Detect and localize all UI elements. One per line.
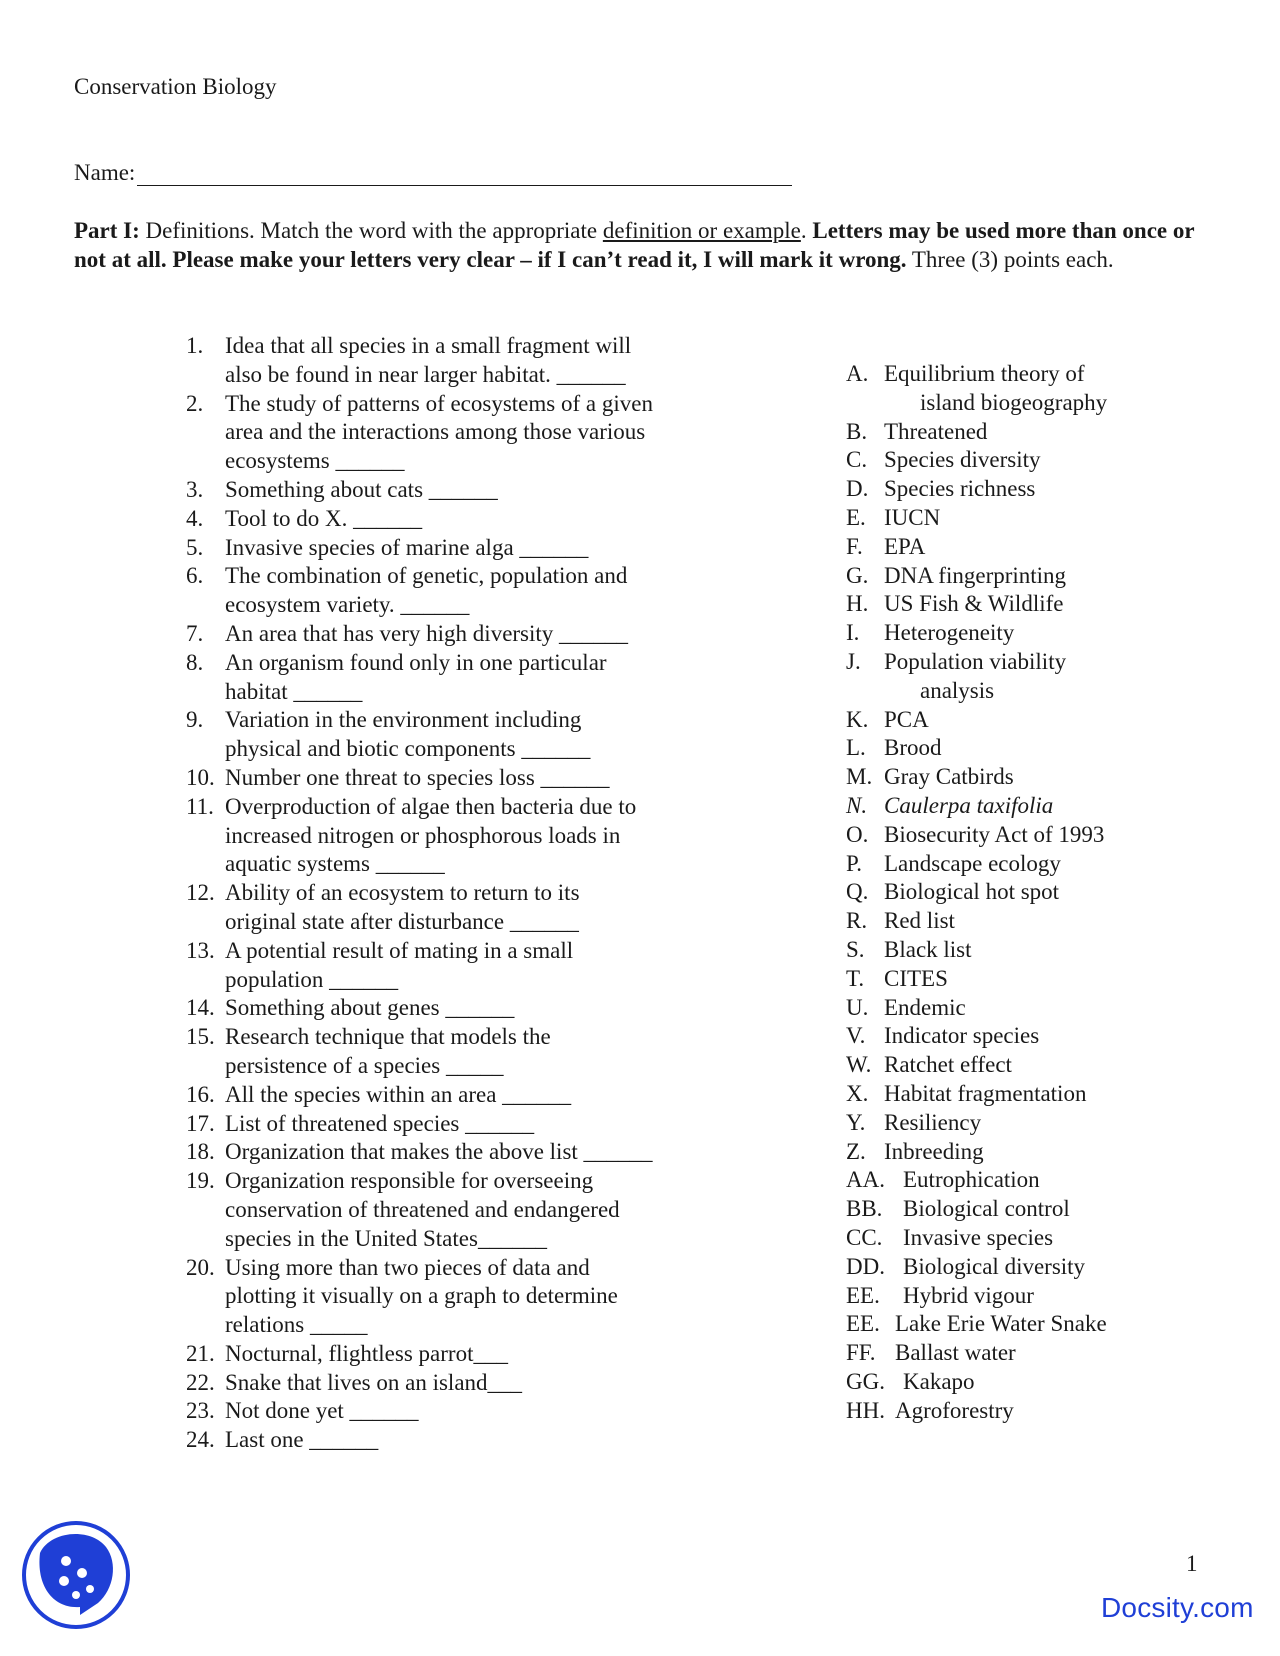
question-number: 9. [186,707,204,733]
answer-letter: C. [846,447,868,473]
question-item [186,332,706,390]
name-blank-line [137,163,792,186]
name-label: Name: [74,160,136,185]
answer-text [884,706,1246,735]
question-text [225,562,706,620]
answer-letter: J. [846,648,861,674]
question-item [186,706,706,764]
question-text-line: physical and biotic components ______ [225,736,591,762]
answer-text [884,907,1246,936]
instructions-text-3: Three (3) points each. [906,247,1114,272]
answer-letter: W. [846,1052,872,1078]
question-number: 2. [186,390,204,416]
answer-text-line: Species diversity [884,447,1041,473]
question-text [225,620,706,649]
question-number: 14. [186,995,215,1021]
question-text [225,1397,706,1426]
question-text [225,1167,706,1253]
question-item [186,1138,706,1167]
answer-text-line: PCA [884,706,929,732]
answer-letter: F. [846,533,863,559]
question-text [225,1254,706,1340]
question-text [225,764,706,793]
answer-letter: G. [846,562,869,588]
question-number: 20. [186,1254,215,1280]
answer-letter: FF. [846,1340,876,1366]
answer-letter: BB. [846,1196,883,1222]
answer-text [903,1282,1246,1311]
question-text [225,1340,706,1369]
name-field-row [74,160,792,186]
answer-text [903,1224,1246,1253]
answer-text-line: Biological diversity [903,1253,1086,1279]
answer-text-line: CITES [884,965,948,991]
logo-dot [72,1591,80,1599]
question-text [225,1138,706,1167]
question-text-line: Snake that lives on an island___ [225,1369,523,1395]
answer-letter: EE. [846,1282,880,1308]
answer-text-line: Red list [884,908,955,934]
answer-letter: P. [846,850,862,876]
question-item [186,1254,706,1340]
answer-text [884,648,1246,706]
answer-text [903,1368,1246,1397]
answer-text-line: Gray Catbirds [884,764,1014,790]
answer-text-line: Threatened [884,418,988,444]
instructions-underlined: definition or example [602,218,801,243]
answer-text-line: Invasive species [903,1224,1054,1250]
answer-text-line: Eutrophication [903,1167,1040,1193]
answer-choice [846,1224,1246,1253]
answer-text [895,1339,1246,1368]
question-text-line: Idea that all species in a small fragment will [225,333,632,358]
question-text-line: persistence of a species _____ [225,1052,504,1078]
answer-letter: GG. [846,1368,885,1394]
answer-letter: U. [846,994,869,1020]
question-text-line: also be found in near larger habitat. ______ [225,361,626,387]
question-text-line: Ability of an ecosystem to return to its [225,880,580,906]
question-text-line: All the species within an area ______ [225,1081,572,1107]
answer-text [895,1397,1246,1426]
question-number: 6. [186,563,204,589]
question-text-line: ecosystems ______ [225,448,405,474]
question-item [186,1397,706,1426]
answer-choice [846,1397,1246,1426]
question-number: 10. [186,764,215,790]
answer-text [884,504,1246,533]
answer-choice [846,1138,1246,1167]
question-item [186,620,706,649]
answer-choice [846,1022,1246,1051]
answer-text-line: Inbreeding [884,1138,984,1164]
answer-text [884,562,1246,591]
question-text-line: A potential result of mating in a small [225,937,574,963]
question-text-line: Research technique that models the [225,1024,551,1050]
answer-letter: K. [846,706,869,732]
question-item [186,476,706,505]
docsity-brand-link[interactable]: Docsity.com [1101,1592,1254,1623]
answer-text-line: Species richness [884,476,1036,502]
answer-letter: I. [846,620,860,646]
answer-text-line: DNA fingerprinting [884,562,1067,588]
question-number: 17. [186,1110,215,1136]
answer-text-line: Biological control [903,1196,1070,1222]
answer-text-line: Caulerpa taxifolia [884,792,1054,818]
answer-text-line: Heterogeneity [884,620,1015,646]
answer-choice [846,763,1246,792]
answer-text-line: Kakapo [903,1368,975,1394]
answer-text [884,475,1246,504]
question-number: 21. [186,1340,215,1366]
logo-dot [77,1568,87,1578]
question-text-line: The combination of genetic, population and [225,563,628,589]
answer-choice [846,850,1246,879]
question-text-line: List of threatened species ______ [225,1110,535,1136]
answer-text-line: Population viability [884,648,1067,674]
question-text-line: Variation in the environment including [225,707,582,733]
question-item [186,1167,706,1253]
question-text [225,1081,706,1110]
answer-letter: DD. [846,1253,885,1279]
logo-dot [59,1576,69,1586]
answer-choice-list [846,360,1246,1425]
answer-text-line: Brood [884,735,942,761]
answer-text [884,418,1246,447]
answer-text-line: Ballast water [895,1340,1016,1366]
question-item [186,390,706,476]
question-number: 5. [186,534,204,560]
answer-choice [846,1080,1246,1109]
question-text-line: original state after disturbance ______ [225,908,579,934]
answer-choice [846,619,1246,648]
answer-letter: E. [846,504,866,530]
question-number: 19. [186,1168,215,1194]
answer-text [884,1022,1246,1051]
answer-text-line: Landscape ecology [884,850,1061,876]
answer-text [903,1253,1246,1282]
question-text-line: habitat ______ [225,678,363,704]
answer-text-line: Black list [884,936,972,962]
answer-letter: HH. [846,1397,885,1423]
answer-text-line: Hybrid vigour [903,1282,1034,1308]
answer-choice [846,360,1246,418]
question-text-line: Nocturnal, flightless parrot___ [225,1340,508,1366]
question-number: 24. [186,1427,215,1453]
answer-choice [846,994,1246,1023]
question-number: 12. [186,880,215,906]
answer-text-line: IUCN [884,504,941,530]
question-text [225,534,706,563]
question-text-line: Overproduction of algae then bacteria due to [225,793,637,819]
question-text-line: species in the United States______ [225,1225,547,1251]
question-text [225,1110,706,1139]
answer-choice [846,792,1246,821]
answer-text [884,792,1246,821]
answer-choice [846,936,1246,965]
question-text [225,937,706,995]
answer-choice [846,1195,1246,1224]
answer-text-line: Agroforestry [895,1397,1014,1423]
instructions-text-1: Definitions. Match the word with the appropriate [139,218,603,243]
answer-text [884,965,1246,994]
question-item [186,505,706,534]
question-text-line: population ______ [225,966,399,992]
answer-letter: X. [846,1080,869,1106]
answer-choice [846,1253,1246,1282]
answer-letter: T. [846,965,865,991]
question-number: 22. [186,1369,215,1395]
question-number: 4. [186,505,204,531]
question-item [186,649,706,707]
question-item [186,1081,706,1110]
answer-letter: B. [846,418,868,444]
answer-text-line: Equilibrium theory of [884,361,1085,386]
question-text [225,879,706,937]
question-text [225,390,706,476]
question-number: 7. [186,620,204,646]
question-text [225,505,706,534]
answer-text [884,734,1246,763]
course-title: Conservation Biology [74,74,277,99]
answer-choice [846,475,1246,504]
answer-letter: D. [846,476,869,502]
question-item [186,1426,706,1455]
question-number: 16. [186,1081,215,1107]
question-text-line: An area that has very high diversity ______ [225,620,629,646]
answer-text-line: analysis [920,677,995,703]
answer-text-line: Biological hot spot [884,879,1060,905]
answer-text-line: Habitat fragmentation [884,1080,1087,1106]
answer-text [884,619,1246,648]
question-text-line: Organization that makes the above list ______ [225,1139,653,1165]
answer-letter: O. [846,821,869,847]
instructions-text-2: . [800,218,813,243]
answer-choice [846,1339,1246,1368]
question-item [186,994,706,1023]
question-number: 1. [186,333,204,358]
answer-choice [846,418,1246,447]
answer-choice [846,1310,1246,1339]
question-text-line: Not done yet ______ [225,1398,419,1424]
question-text [225,1369,706,1398]
answer-text [884,533,1246,562]
question-text-line: Number one threat to species loss ______ [225,764,610,790]
part-label: Part I: [74,218,140,243]
answer-text [884,360,1246,418]
question-item [186,937,706,995]
question-number: 3. [186,476,204,502]
question-text-line: Last one ______ [225,1427,379,1453]
answer-letter: S. [846,936,865,962]
answer-text [895,1310,1246,1339]
answer-choice [846,504,1246,533]
docsity-logo-icon [20,1517,132,1633]
answer-text [884,821,1246,850]
question-text-line: An organism found only in one particular [225,649,607,675]
logo-dot [86,1585,94,1593]
answer-text [903,1166,1246,1195]
instructions-bold: Letters may be used more than once or not at all. Please make your letters very clear – if I can’t read it, I will mark it wrong. [74,218,1195,272]
question-text-line: ecosystem variety. ______ [225,592,470,618]
answer-choice [846,648,1246,706]
answer-text [884,590,1246,619]
question-number: 15. [186,1024,215,1050]
question-item [186,562,706,620]
answer-letter: M. [846,764,873,790]
question-text-line: The study of patterns of ecosystems of a given [225,390,653,416]
answer-text-line: Indicator species [884,1023,1040,1049]
answer-choice [846,446,1246,475]
question-text-line: relations _____ [225,1312,368,1338]
question-text [225,994,706,1023]
answer-text-line: EPA [884,533,926,559]
question-item [186,1369,706,1398]
question-text [225,706,706,764]
answer-letter: Q. [846,879,869,905]
question-text [225,649,706,707]
answer-choice [846,1166,1246,1195]
question-text [225,1023,706,1081]
answer-text-line: Biosecurity Act of 1993 [884,821,1105,847]
question-list [186,332,706,1455]
answer-text [884,1109,1246,1138]
answer-choice [846,965,1246,994]
question-text [225,332,706,390]
answer-text [884,850,1246,879]
answer-choice [846,1368,1246,1397]
answer-text [884,878,1246,907]
question-item [186,534,706,563]
question-text-line: Invasive species of marine alga ______ [225,534,589,560]
answer-letter: AA. [846,1167,885,1193]
question-text-line: conservation of threatened and endangered [225,1196,620,1222]
answer-text-line: island biogeography [920,389,1108,415]
question-text [225,1426,706,1455]
question-text-line: Something about genes ______ [225,995,515,1021]
answer-letter: Y. [846,1109,866,1135]
answer-choice [846,734,1246,763]
part-one-instructions [74,216,1204,274]
answer-letter: R. [846,908,868,934]
question-item [186,793,706,879]
answer-text [884,1138,1246,1167]
question-number: 23. [186,1398,215,1424]
question-number: 18. [186,1139,215,1165]
answer-letter: H. [846,591,869,617]
answer-text-line: US Fish & Wildlife [884,591,1064,617]
answer-text-line: Endemic [884,994,966,1020]
question-text-line: Something about cats ______ [225,476,498,502]
question-text-line: Organization responsible for overseeing [225,1168,594,1194]
answer-text [884,763,1246,792]
answer-letter: L. [846,735,866,761]
answer-text [903,1195,1246,1224]
answer-choice [846,907,1246,936]
question-text-line: area and the interactions among those various [225,419,646,445]
question-text-line: Using more than two pieces of data and [225,1254,590,1280]
question-text-line: aquatic systems ______ [225,851,445,877]
answer-text-line: Resiliency [884,1109,982,1135]
question-item [186,1023,706,1081]
answer-choice [846,1282,1246,1311]
answer-letter: V. [846,1023,866,1049]
answer-choice [846,590,1246,619]
answer-choice [846,1109,1246,1138]
question-number: 8. [186,649,204,675]
question-text-line: increased nitrogen or phosphorous loads in [225,822,621,848]
question-number: 11. [186,793,214,819]
answer-text [884,446,1246,475]
answer-text [884,994,1246,1023]
question-text-line: Tool to do X. ______ [225,505,423,531]
question-text [225,793,706,879]
question-text-line: plotting it visually on a graph to determine [225,1283,618,1309]
answer-text [884,1051,1246,1080]
answer-letter: Z. [846,1138,866,1164]
question-item [186,1110,706,1139]
question-text [225,476,706,505]
answer-choice [846,878,1246,907]
question-item [186,879,706,937]
answer-text [884,1080,1246,1109]
answer-choice [846,562,1246,591]
answer-text-line: Lake Erie Water Snake [895,1311,1107,1337]
answer-choice [846,821,1246,850]
answer-choice [846,1051,1246,1080]
answer-letter: A. [846,361,869,386]
answer-letter: N. [846,792,868,818]
logo-dot [61,1556,71,1566]
answer-choice [846,706,1246,735]
question-item [186,764,706,793]
answer-letter: CC. [846,1224,883,1250]
answer-letter: EE. [846,1311,880,1337]
answer-text [884,936,1246,965]
answer-choice [846,533,1246,562]
page-number: 1 [1186,1551,1198,1576]
question-number: 13. [186,937,215,963]
answer-text-line: Ratchet effect [884,1052,1012,1078]
question-item [186,1340,706,1369]
